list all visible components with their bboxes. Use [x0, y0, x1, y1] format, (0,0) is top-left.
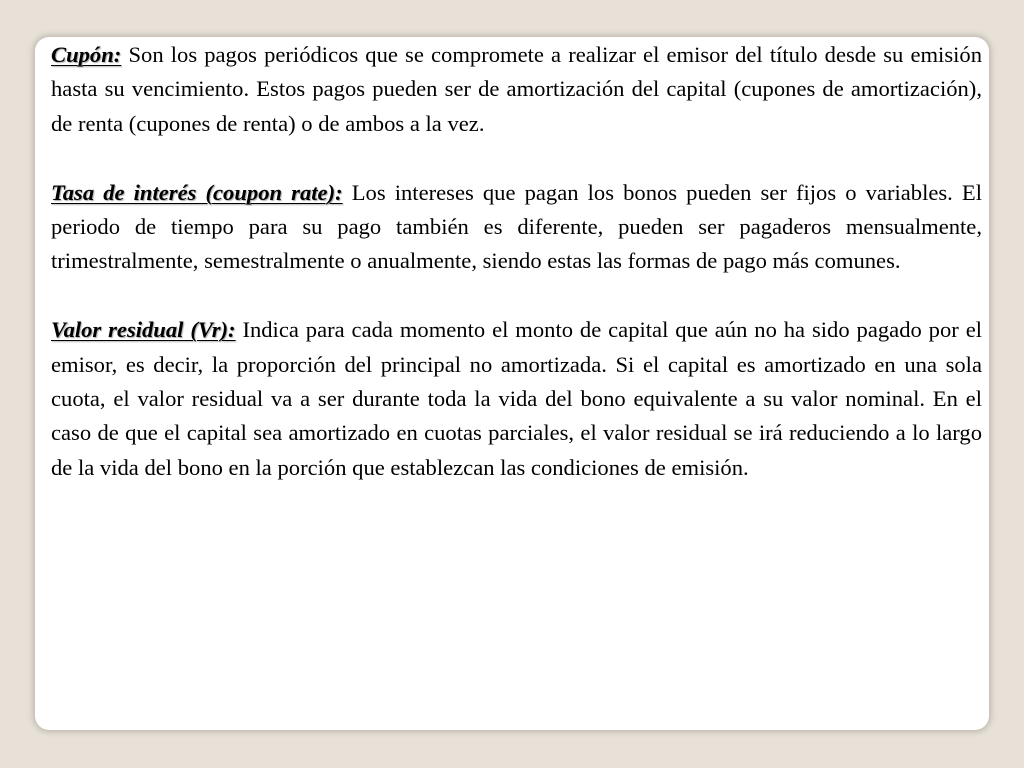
term-tasa-de-interes: Tasa de interés (coupon rate):	[51, 179, 343, 205]
definition-tasa-de-interes: Los intereses que pagan los bonos pueden ser fijos o variables. El periodo de tiempo para su pago también es diferente, pueden ser pagaderos mensualmente, trimestralmente, semestralmente o anualmente, siendo estas las formas de pago más comunes.	[51, 179, 983, 274]
term-valor-residual: Valor residual (Vr):	[51, 317, 236, 343]
paragraph-tasa-de-interes	[51, 176, 982, 279]
definition-valor-residual: Indica para cada momento el monto de capital que aún no ha sido pagado por el emisor, es decir, la proporción del principal no amortizada. Si el capital es amortizado en una sola cuota, el valor residual va a ser durante toda la vida del bono equivalente a su valor nominal. En el caso de que el capital sea amortizado en cuotas parciales, el valor residual se irá reduciendo a lo largo de la vida del bono en la porción que establezcan las condiciones de emisión.	[51, 317, 982, 480]
paragraph-valor-residual	[51, 313, 982, 485]
definition-cupon: Son los pagos periódicos que se compromete a realizar el emisor del título desde su emisión hasta su vencimiento. Estos pagos pueden ser de amortización del capital (cupones de amortización), de renta (cupones de renta) o de ambos a la vez.	[51, 42, 982, 136]
slide-content	[51, 38, 982, 520]
term-cupon: Cupón:	[51, 42, 122, 67]
paragraph-cupon	[51, 38, 982, 141]
